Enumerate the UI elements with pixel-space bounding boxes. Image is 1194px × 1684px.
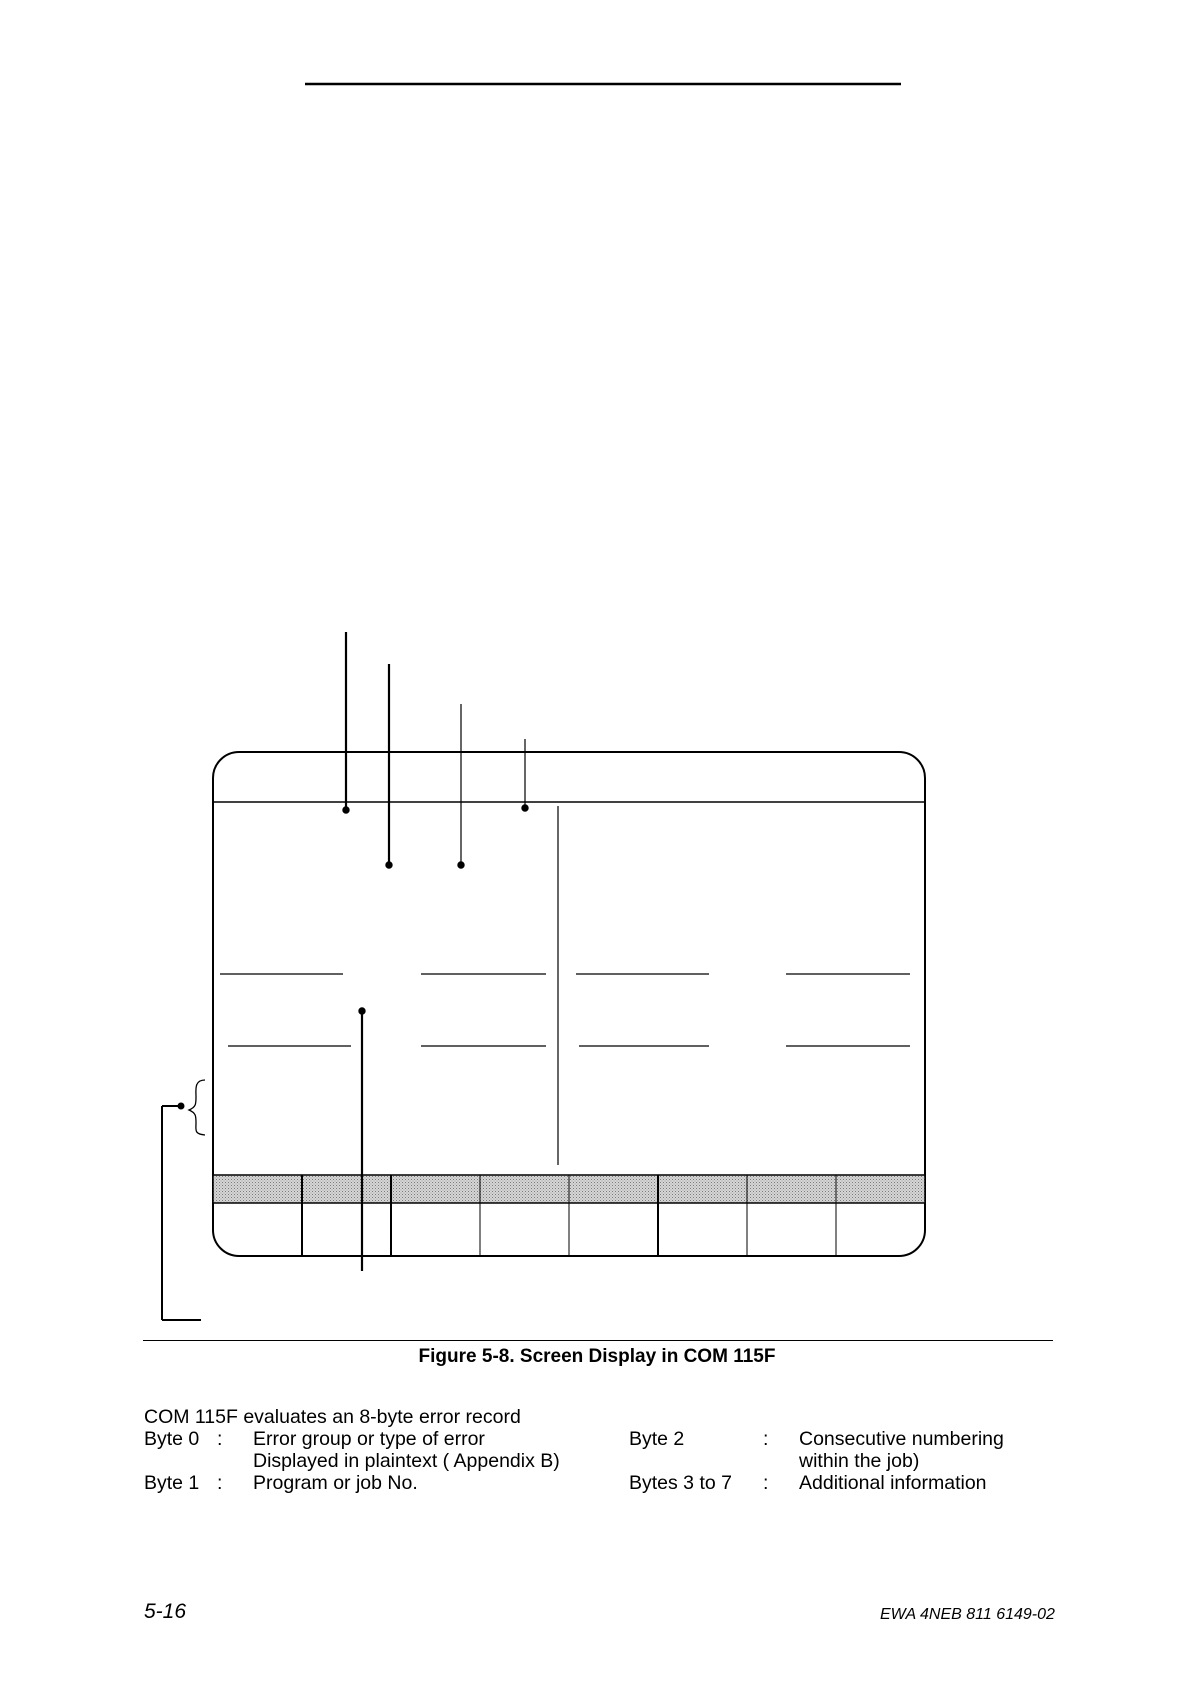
byte-3-7-label: Bytes 3 to 7 <box>629 1472 732 1494</box>
page-number: 5-16 <box>144 1600 187 1623</box>
byte-0-sep: : <box>217 1428 223 1450</box>
bottom-pointer <box>359 1008 365 1271</box>
byte-0-line-1: Error group or type of error <box>253 1428 485 1450</box>
pointer-lines <box>343 632 528 868</box>
byte-0-line-2: Displayed in plaintext ( Appendix B) <box>253 1450 560 1472</box>
doc-id: EWA 4NEB 811 6149-02 <box>880 1606 1055 1623</box>
caption-rule <box>143 1340 1053 1341</box>
byte-2-sep: : <box>763 1428 769 1450</box>
byte-3-7-sep: : <box>763 1472 769 1494</box>
byte-1-line-1: Program or job No. <box>253 1472 418 1494</box>
figure-caption: Figure 5-8. Screen Display in COM 115F <box>418 1346 776 1367</box>
byte-2-line-2: within the job) <box>799 1450 920 1472</box>
byte-1-label: Byte 1 <box>144 1472 200 1494</box>
left-bracket-connector <box>162 1080 205 1320</box>
byte-0-label: Byte 0 <box>144 1428 200 1450</box>
byte-2-label: Byte 2 <box>629 1428 685 1450</box>
intro-text: COM 115F evaluates an 8-byte error record <box>144 1406 521 1428</box>
byte-3-7-line-1: Additional information <box>799 1472 987 1494</box>
byte-2-line-1: Consecutive numbering <box>799 1428 1004 1450</box>
byte-1-sep: : <box>217 1472 223 1494</box>
